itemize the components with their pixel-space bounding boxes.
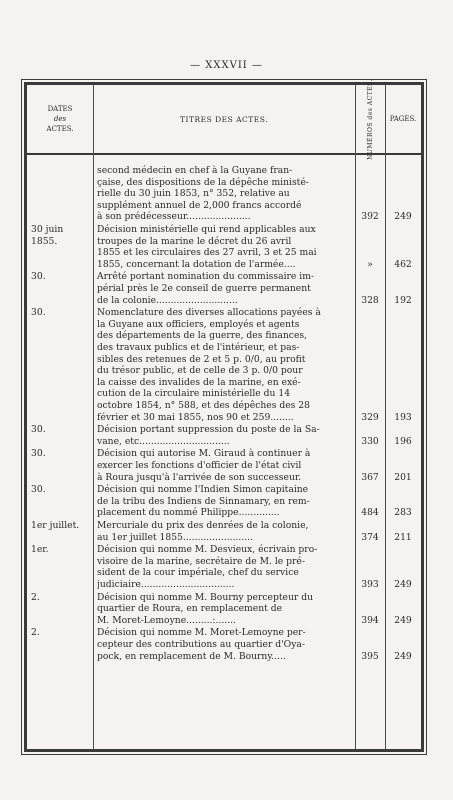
act-title-line: février et 30 mai 1855, nos 90 et 259........: [97, 411, 294, 423]
act-title-line: placement du nommé Philippe..............: [97, 507, 280, 519]
act-title: [97, 424, 353, 447]
act-title-line: cution de la circulaire ministérielle du 14: [97, 388, 291, 400]
table-row: [27, 484, 421, 519]
act-title-line: supplément annuel de 2,000 francs accordé: [97, 199, 302, 211]
act-title-line: quartier de Roura, en remplacement de: [97, 603, 283, 615]
act-number: 367: [361, 471, 379, 483]
act-title: [97, 627, 353, 662]
table-row: [27, 307, 421, 423]
table-row: [27, 448, 421, 483]
act-date: 30.: [31, 484, 46, 496]
act-title-line: cepteur des contributions au quartier d'Oya-: [97, 638, 305, 650]
act-date: 30 juin 1855.: [31, 224, 64, 247]
act-title-line: M. Moret-Lemoyne.........:.......: [97, 614, 236, 626]
act-date: 30.: [31, 448, 46, 460]
act-title: [97, 592, 353, 627]
act-number: 394: [361, 614, 379, 626]
act-page: 211: [394, 531, 412, 543]
header-dates-line1: DATES: [47, 105, 73, 113]
act-title-line: la caisse des invalides de la marine, en exé-: [97, 376, 301, 388]
act-date: 1er.: [31, 544, 49, 556]
act-page: 201: [394, 471, 412, 483]
act-title: [97, 484, 353, 519]
act-title-line: Arrêté portant nomination du commissaire im-: [97, 271, 315, 283]
table-body: [27, 153, 421, 749]
act-number: 330: [361, 435, 379, 447]
act-date: 30.: [31, 271, 46, 283]
act-title: [97, 520, 353, 543]
act-number: 395: [361, 650, 379, 662]
act-title-line: exercer les fonctions d'officier de l'état civil: [97, 459, 302, 471]
act-title-line: second médecin en chef à la Guyane fran-: [97, 165, 293, 176]
act-title-line: des travaux publics et de l'intérieur, et pas-: [97, 341, 300, 353]
act-title-line: judiciaire................................: [97, 578, 235, 590]
act-title-line: du trésor public, et de celle de 3 p. 0/0 pour: [97, 365, 303, 377]
act-title-line: sident de la cour impériale, chef du service: [97, 567, 299, 579]
header-titles: TITRES DES ACTES.: [179, 114, 268, 124]
table-row: [27, 544, 421, 590]
act-title-line: Décision qui nomme M. Moret-Lemoyne per-: [97, 627, 306, 639]
act-title-line: Décision qui nomme M. Bourny percepteur du: [97, 591, 313, 603]
act-number: 393: [361, 578, 379, 590]
act-title-line: la Guyane aux officiers, employés et agents: [97, 318, 300, 330]
act-page: 462: [394, 258, 412, 270]
header-dates-line2: des: [53, 115, 67, 123]
act-page: 196: [394, 435, 412, 447]
act-page: 249: [394, 614, 412, 626]
act-date: 30.: [31, 307, 46, 319]
table-row: [27, 520, 421, 543]
act-page: 249: [394, 211, 412, 223]
act-title-line: de la colonie............................: [97, 294, 238, 306]
act-title-line: rielle du 30 juin 1853, n° 352, relative au: [97, 188, 290, 200]
table-header: [27, 78, 421, 160]
act-title-line: octobre 1854, n° 588, et des dépêches des 28: [97, 399, 310, 411]
act-page: 249: [394, 650, 412, 662]
table-row: [27, 165, 421, 223]
act-title-line: 1855 et les circulaires des 27 avril, 3 et 25 mai: [97, 247, 317, 259]
header-pages: PAGES.: [389, 115, 417, 123]
act-title-line: sibles des retenues de 2 et 5 p. 0/0, au profit: [97, 353, 306, 365]
table-row: [27, 224, 421, 270]
act-number: 484: [361, 507, 379, 519]
header-dates: [27, 85, 93, 153]
act-title-line: Décision ministérielle qui rend applicables aux: [97, 224, 316, 235]
table-row: [27, 592, 421, 627]
act-title-line: 1855, concernant la dotation de l'armée....: [97, 258, 296, 270]
act-date: 2.: [31, 591, 40, 603]
act-title: [97, 165, 353, 223]
act-title-line: des départements de la guerre, des finances,: [97, 330, 308, 342]
act-title-line: au 1er juillet 1855........................: [97, 531, 254, 543]
act-number: 392: [361, 211, 379, 223]
act-page: 192: [394, 294, 412, 306]
act-title: [97, 224, 353, 270]
table-row: [27, 424, 421, 447]
act-page: 249: [394, 578, 412, 590]
act-title-line: Décision portant suppression du poste de la Sa-: [97, 424, 320, 436]
act-title-line: troupes de la marine le décret du 26 avril: [97, 235, 292, 247]
table-row: [27, 271, 421, 306]
act-title-line: Mercuriale du prix des denrées de la colonie,: [97, 520, 309, 531]
act-date: 30.: [31, 424, 46, 436]
act-title-line: çaise, des dispositions de la dépêche ministé-: [97, 176, 309, 188]
act-title: [97, 307, 353, 423]
act-title: [97, 544, 353, 590]
act-title-line: vane, etc...............................: [97, 435, 230, 447]
act-number: 374: [361, 531, 379, 543]
act-page: 193: [394, 411, 412, 423]
act-title-line: de la tribu des Indiens de Sinnamary, en rem-: [97, 495, 310, 507]
act-title-line: visoire de la marine, secrétaire de M. le pré-: [97, 555, 305, 567]
act-number: 329: [361, 411, 379, 423]
act-number: 328: [361, 294, 379, 306]
act-title-line: périal près le 2e conseil de guerre permanent: [97, 282, 311, 294]
act-title-line: Décision qui autorise M. Giraud à continuer à: [97, 448, 311, 460]
act-number: »: [367, 258, 373, 270]
act-page: 283: [394, 507, 412, 519]
acts-table: [24, 78, 424, 752]
header-dates-line3: ACTES.: [46, 125, 74, 133]
act-title-line: à Roura jusqu'à l'arrivée de son successeur.: [97, 471, 302, 483]
act-title-line: à son prédécesseur......................: [97, 211, 251, 223]
act-title: [97, 448, 353, 483]
act-title-line: Décision qui nomme M. Desvieux, écrivain pro-: [97, 544, 318, 556]
act-date: 2.: [31, 627, 40, 639]
act-title: [97, 271, 353, 306]
table-row: [27, 627, 421, 662]
header-numeros-label: NUMÉROS des ACTES.: [366, 78, 374, 160]
act-title-line: Décision qui nomme l'Indien Simon capitaine: [97, 484, 309, 496]
act-title-line: pock, en remplacement de M. Bourny.....: [97, 650, 286, 662]
act-title-line: Nomenclature des diverses allocations payées à: [97, 307, 321, 319]
page-number: — XXXVII —: [190, 60, 263, 71]
header-numeros: [355, 78, 385, 160]
act-date: 1er juillet.: [31, 520, 80, 531]
